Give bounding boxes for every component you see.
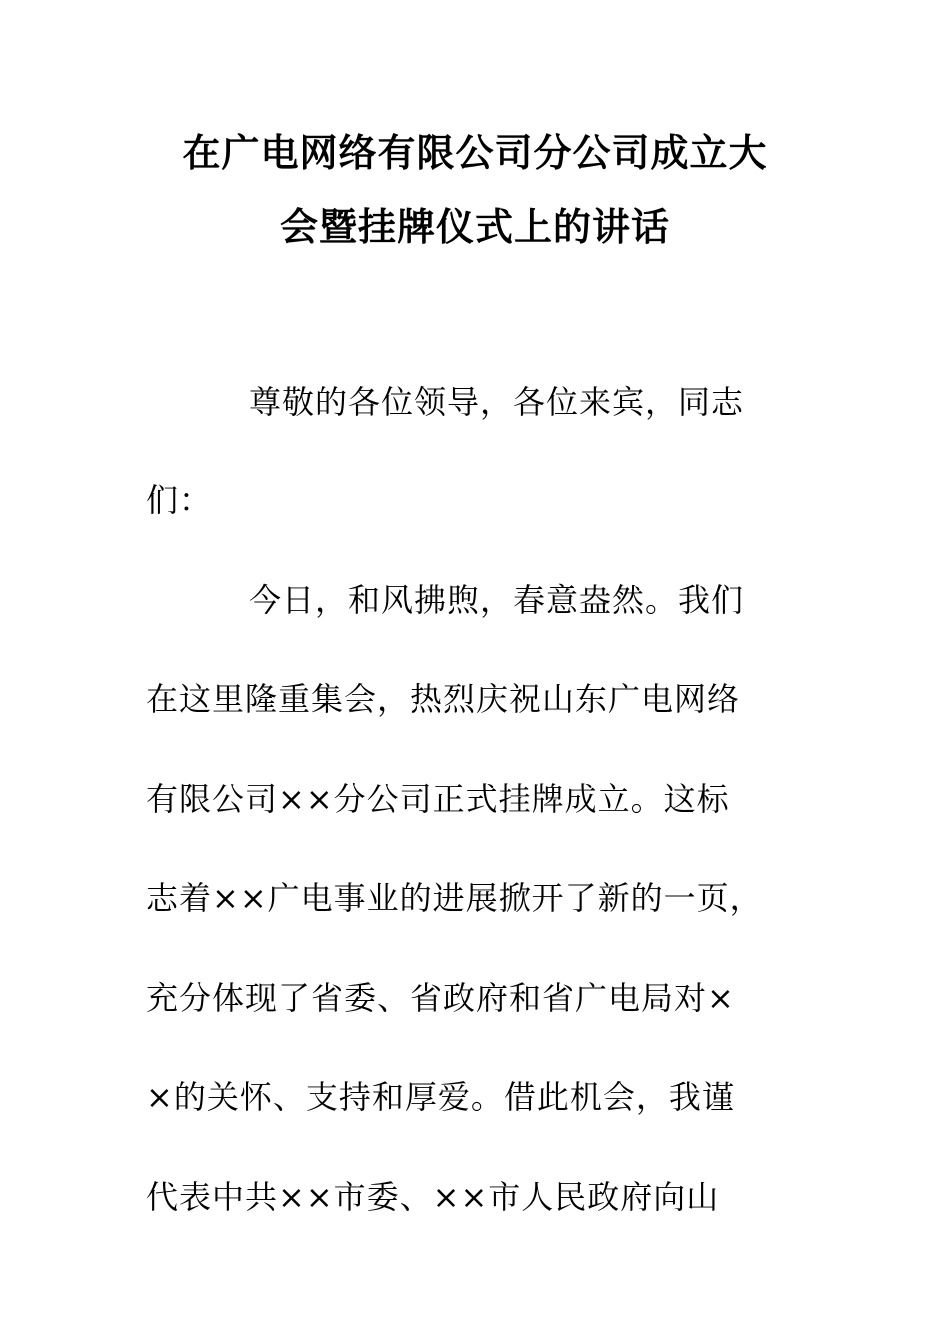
- salutation-line-1: 尊敬的各位领导，各位来宾，同志: [249, 383, 745, 421]
- paragraph-line-1: 今日，和风拂煦，春意盎然。我们: [249, 581, 745, 619]
- paragraph-line-7: 代表中共××市委、××市人民政府向山: [146, 1178, 720, 1216]
- document-title-line-2: 会暨挂牌仪式上的讲话: [279, 204, 670, 249]
- paragraph-line-4: 志着××广电事业的进展掀开了新的一页，: [146, 879, 763, 917]
- paragraph-line-6: ×的关怀、支持和厚爱。借此机会，我谨: [146, 1078, 735, 1116]
- paragraph-line-3: 有限公司××分公司正式挂牌成立。这标: [146, 780, 730, 818]
- paragraph-line-5: 充分体现了省委、省政府和省广电局对×: [146, 979, 735, 1017]
- paragraph-line-2: 在这里隆重集会，热烈庆祝山东广电网络: [146, 680, 741, 718]
- document-title-line-1: 在广电网络有限公司分公司成立大: [182, 130, 768, 175]
- salutation-line-2: 们：: [146, 481, 213, 519]
